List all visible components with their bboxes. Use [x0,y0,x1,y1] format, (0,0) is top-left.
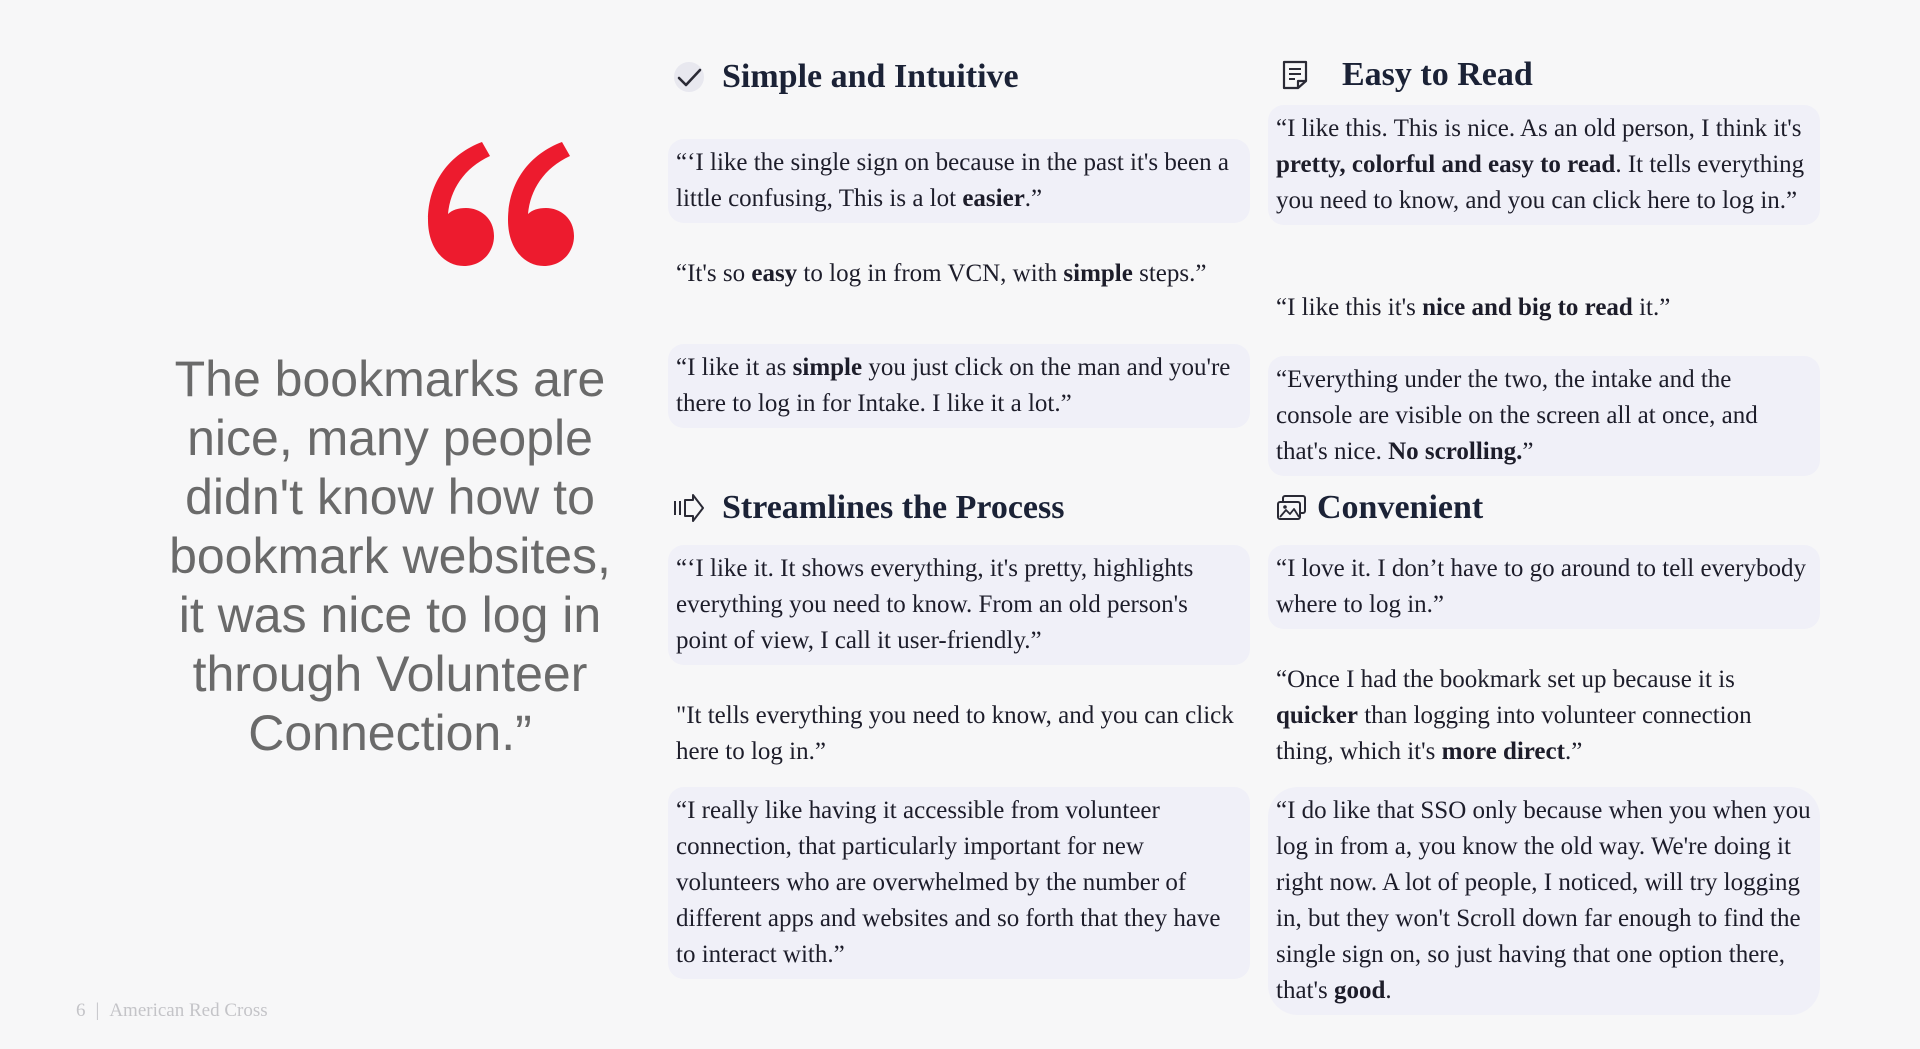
quote-emphasis: simple [1063,260,1133,287]
section-title: Simple and Intuitive [722,58,1019,95]
section-title: Convenient [1317,489,1484,526]
quote-emphasis: more direct [1441,738,1565,765]
quote-emphasis: easier [962,185,1025,212]
quote-emphasis: good [1333,977,1386,1004]
quote-card [1268,656,1820,776]
quote-emphasis: simple [792,354,863,381]
quote-emphasis: easy [751,260,798,287]
page-number: 6 [76,1000,86,1021]
document-icon [1278,58,1312,92]
forward-arrow-icon [672,491,706,525]
quote-card [668,139,1250,223]
quote-text: . [1385,977,1392,1004]
quote-text: to log in from VCN, with [797,260,1064,287]
quote-text: “I love it. I don’t have to go around to tell everybody where to log in.” [1276,555,1806,618]
quote-emphasis: pretty, colorful and easy to read [1276,151,1616,178]
quote-card [668,545,1250,665]
footer [76,1000,268,1022]
quote-emphasis: quicker [1276,702,1358,729]
quote-text: “It's so [676,260,752,287]
quote-card [668,250,1250,298]
quote-card [668,692,1250,776]
quote-text: .” [1024,185,1043,212]
quote-text: “I like this. This is nice. As an old person, I think it's [1276,115,1802,142]
section-heading-easy [1278,56,1533,94]
quote-card [1268,787,1820,1015]
quote-card [1268,356,1820,476]
quote-text: “I do like that SSO only because when you when you log in from a, you know the old way. We're doing it right now. A lot of people, I noticed, will try logging in, but they won't Scroll down far enough to find the single sign on, so just having that one option there, that's [1276,797,1811,1004]
quote-text: "It tells everything you need to know, and you can click here to log in.” [676,702,1234,765]
quotation-mark-icon [420,130,580,300]
quote-text: it.” [1632,294,1671,321]
section-heading-streamlines [672,489,1064,527]
quote-text: steps.” [1132,260,1207,287]
quote-text: “I like this it's [1276,294,1423,321]
section-title: Easy to Read [1342,56,1533,93]
quote-card [1268,284,1820,332]
quote-card [668,344,1250,428]
quote-text: .” [1564,738,1583,765]
footer-separator: | [95,1000,100,1021]
quote-card [668,787,1250,979]
images-icon [1275,491,1309,525]
quote-text: ” [1522,438,1534,465]
quote-text: “Once I had the bookmark set up because it is [1276,666,1735,693]
pull-quote: The bookmarks are nice, many people didn't know how to bookmark websites, it was nice to log in through Volunteer Connection.” [169,351,611,761]
section-heading-convenient [1275,489,1483,527]
quote-text: than logging into volunteer connection thing, which it's [1276,702,1752,765]
organization-name: American Red Cross [109,1000,268,1021]
section-heading-simple [672,58,1019,96]
quote-text: “Everything under the two, the intake and the console are visible on the screen all at once, and that's nice. [1276,366,1758,465]
quote-text: “I like it as [676,354,793,381]
quote-text: you just click on the man and you're there to log in for Intake. I like it a lot.” [676,354,1231,417]
quote-text: . It tells everything you need to know, and you can click here to log in.” [1276,151,1805,214]
checkmark-icon [672,60,706,94]
quote-card [1268,545,1820,629]
quote-emphasis: No scrolling. [1388,438,1523,465]
quote-text: “‘I like it. It shows everything, it's pretty, highlights everything you need to know. From an old person's point of view, I call it user-friendly.” [676,555,1194,654]
quote-emphasis: nice and big to read [1422,294,1633,321]
quote-card [1268,105,1820,225]
quote-text: “‘I like the single sign on because in the past it's been a little confusing, This is a lot [676,149,1229,212]
section-title: Streamlines the Process [722,489,1065,526]
quote-text: “I really like having it accessible from volunteer connection, that particularly important for new volunteers who are overwhelmed by the number of different apps and websites and so forth that they have to interact with.” [676,797,1221,968]
